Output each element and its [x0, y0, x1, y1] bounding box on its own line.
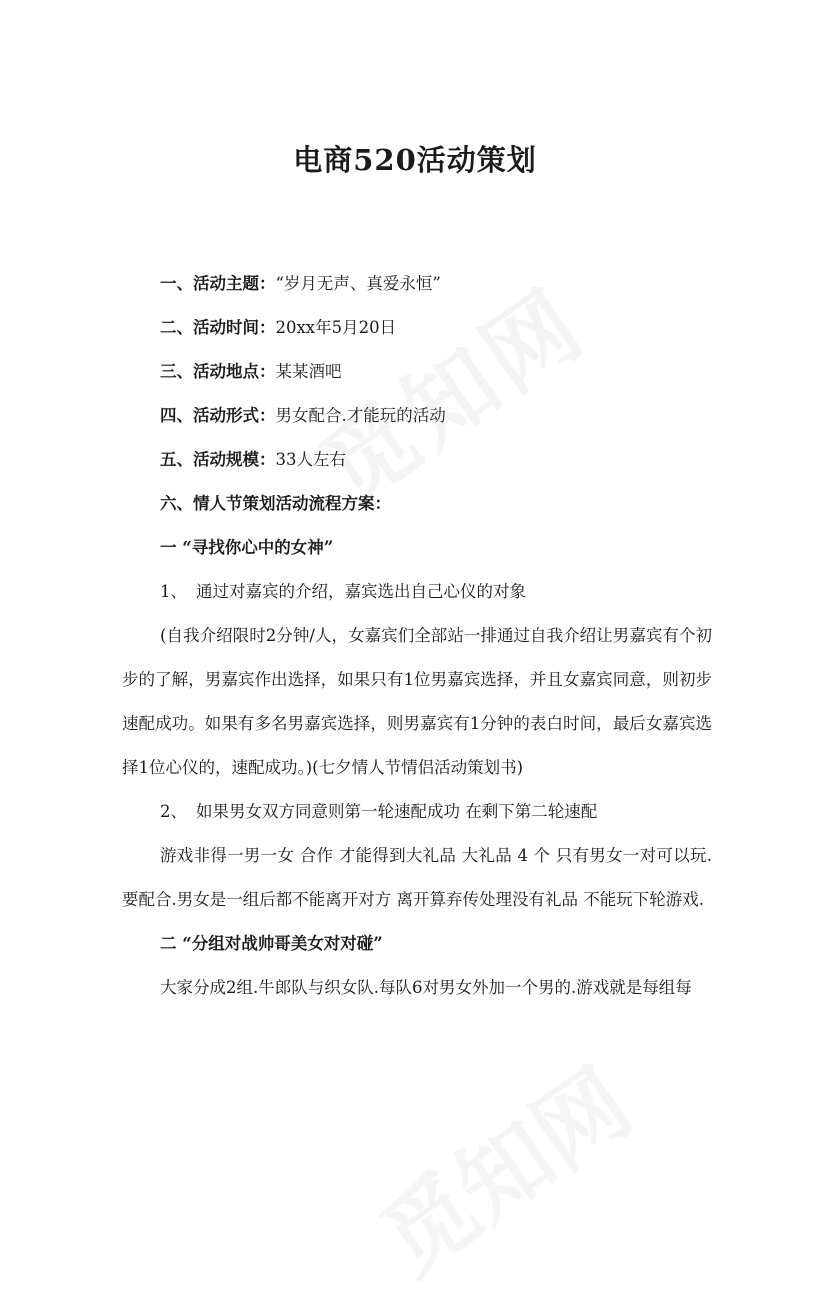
section-value: “岁月无声、真爱永恒” [275, 274, 441, 293]
document-body [122, 262, 712, 1010]
section-label: 六、情人节策划活动流程方案： [160, 494, 391, 513]
section-value: 33人左右 [275, 450, 346, 469]
section-time [122, 306, 712, 350]
section-label: 一、活动主题： [160, 274, 276, 293]
section-format [122, 394, 712, 438]
game1-paragraph1: (自我介绍限时2分钟/人，女嘉宾们全部站一排通过自我介绍让男嘉宾有个初步的了解，男嘉宾作出选择，如果只有1位男嘉宾选择，并且女嘉宾同意，则初步速配成功。如果有多名男嘉宾选择，则男嘉宾有1分钟的表白时间，最后女嘉宾选择1位心仪的，速配成功。)(七夕情人节情侣活动策划书) [122, 626, 712, 777]
game2-heading: 二 “分组对战帅哥美女对对碰” [160, 934, 383, 953]
game1-paragraph2: 游戏非得一男一女 合作 才能得到大礼品 大礼品 4 个 只有男女一对可以玩.要配合.男女是一组后都不能离开对方 离开算弃传处理没有礼品 不能玩下轮游戏. [122, 846, 712, 909]
section-label: 三、活动地点： [160, 362, 276, 381]
section-scale [122, 438, 712, 482]
step-text: 通过对嘉宾的介绍，嘉宾选出自己心仪的对象 [196, 582, 526, 601]
section-label: 四、活动形式： [160, 406, 276, 425]
section-process [122, 482, 712, 526]
game1-step2 [122, 790, 712, 834]
section-location [122, 350, 712, 394]
game1-step1 [122, 570, 712, 614]
watermark-bottom [351, 1031, 649, 1290]
step-number: 1、 [160, 582, 187, 601]
section-value: 20xx年5月20日 [275, 318, 397, 337]
step-text: 如果男女双方同意则第一轮速配成功 在剩下第二轮速配 [196, 802, 598, 821]
section-label: 五、活动规模： [160, 450, 276, 469]
section-value: 男女配合.才能玩的活动 [275, 406, 446, 425]
section-value: 某某酒吧 [275, 362, 342, 381]
game1-heading: 一 “寻找你心中的女神” [160, 538, 334, 557]
step-number: 2、 [160, 802, 187, 821]
document-title: 电商520活动策划 [293, 143, 537, 177]
section-label: 二、活动时间： [160, 318, 276, 337]
game2-paragraph1: 大家分成2组.牛郎队与织女队.每队6对男女外加一个男的.游戏就是每组每 [160, 978, 692, 997]
section-theme [122, 262, 712, 306]
